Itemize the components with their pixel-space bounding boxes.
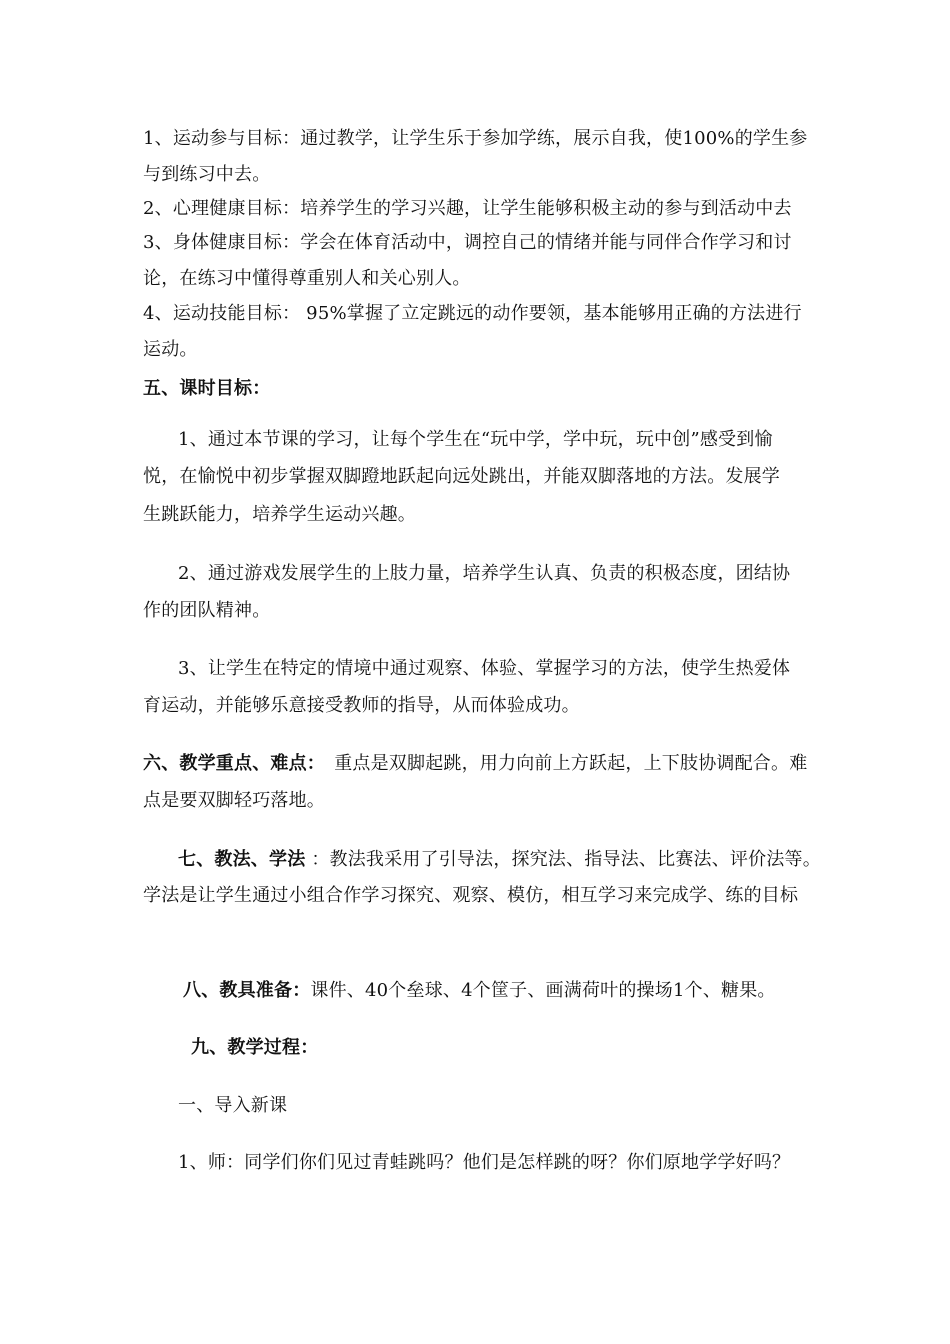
goal-2-line-1: 2、心理健康目标：培养学生的学习兴趣，让学生能够积极主动的参与到活动中去 <box>143 198 792 219</box>
lesson-goal-1-line-2: 悦，在愉悦中初步掌握双脚蹬地跃起向远处跳出，并能双脚落地的方法。发展学 <box>143 466 780 487</box>
methods-line-1 <box>178 848 821 872</box>
methods-heading: 七、教法、学法 <box>178 849 306 870</box>
lesson-goal-1-line-1: 1、通过本节课的学习，让每个学生在“玩中学，学中玩，玩中创”感受到愉 <box>178 429 773 450</box>
lesson-goal-1-line-3: 生跳跃能力，培养学生运动兴趣。 <box>143 504 416 525</box>
lesson-goal-3-line-2: 育运动，并能够乐意接受教师的指导，从而体验成功。 <box>143 695 580 716</box>
process-heading: 九、教学过程： <box>191 1037 319 1058</box>
lesson-goal-3-line-1: 3、让学生在特定的情境中通过观察、体验、掌握学习的方法，使学生热爱体 <box>178 658 791 679</box>
goal-3-line-2: 论，在练习中懂得尊重别人和关心别人。 <box>143 268 471 289</box>
key-points-heading: 六、教学重点、难点： <box>143 753 316 774</box>
process-subheading: 一、导入新课 <box>178 1095 288 1116</box>
lesson-goal-2-line-2: 作的团队精神。 <box>143 600 271 621</box>
key-points-line-1 <box>143 752 807 776</box>
goal-4-line-2: 运动。 <box>143 339 198 360</box>
methods-text: ：教法我采用了引导法，探究法、指导法、比赛法、评价法等。 <box>305 849 821 870</box>
tools-text: 课件、40个垒球、4个筐子、画满荷叶的操场1个、糖果。 <box>310 980 776 1001</box>
tools-heading: 八、教具准备： <box>183 980 311 1001</box>
goal-3-line-1: 3、身体健康目标：学会在体育活动中，调控自己的情绪并能与同伴合作学习和讨 <box>143 232 792 253</box>
key-points-text: 重点是双脚起跳，用力向前上方跃起，上下肢协调配合。难 <box>316 753 808 774</box>
methods-line-2: 学法是让学生通过小组合作学习探究、观察、模仿，相互学习来完成学、练的目标 <box>143 885 799 906</box>
lesson-goals-heading: 五、课时目标： <box>143 378 271 399</box>
tools-line <box>183 979 776 1003</box>
goal-1-line-2: 与到练习中去。 <box>143 164 271 185</box>
goal-1-line-1: 1、运动参与目标：通过教学，让学生乐于参加学练，展示自我，使100%的学生参 <box>143 128 808 149</box>
goal-4-line-1: 4、运动技能目标： 95%掌握了立定跳远的动作要领，基本能够用正确的方法进行 <box>143 303 802 324</box>
key-points-line-2: 点是要双脚轻巧落地。 <box>143 790 325 811</box>
process-item-1: 1、师：同学们你们见过青蛙跳吗？他们是怎样跳的呀？你们原地学学好吗？ <box>178 1152 791 1173</box>
lesson-goal-2-line-1: 2、通过游戏发展学生的上肢力量，培养学生认真、负责的积极态度，团结协 <box>178 563 791 584</box>
